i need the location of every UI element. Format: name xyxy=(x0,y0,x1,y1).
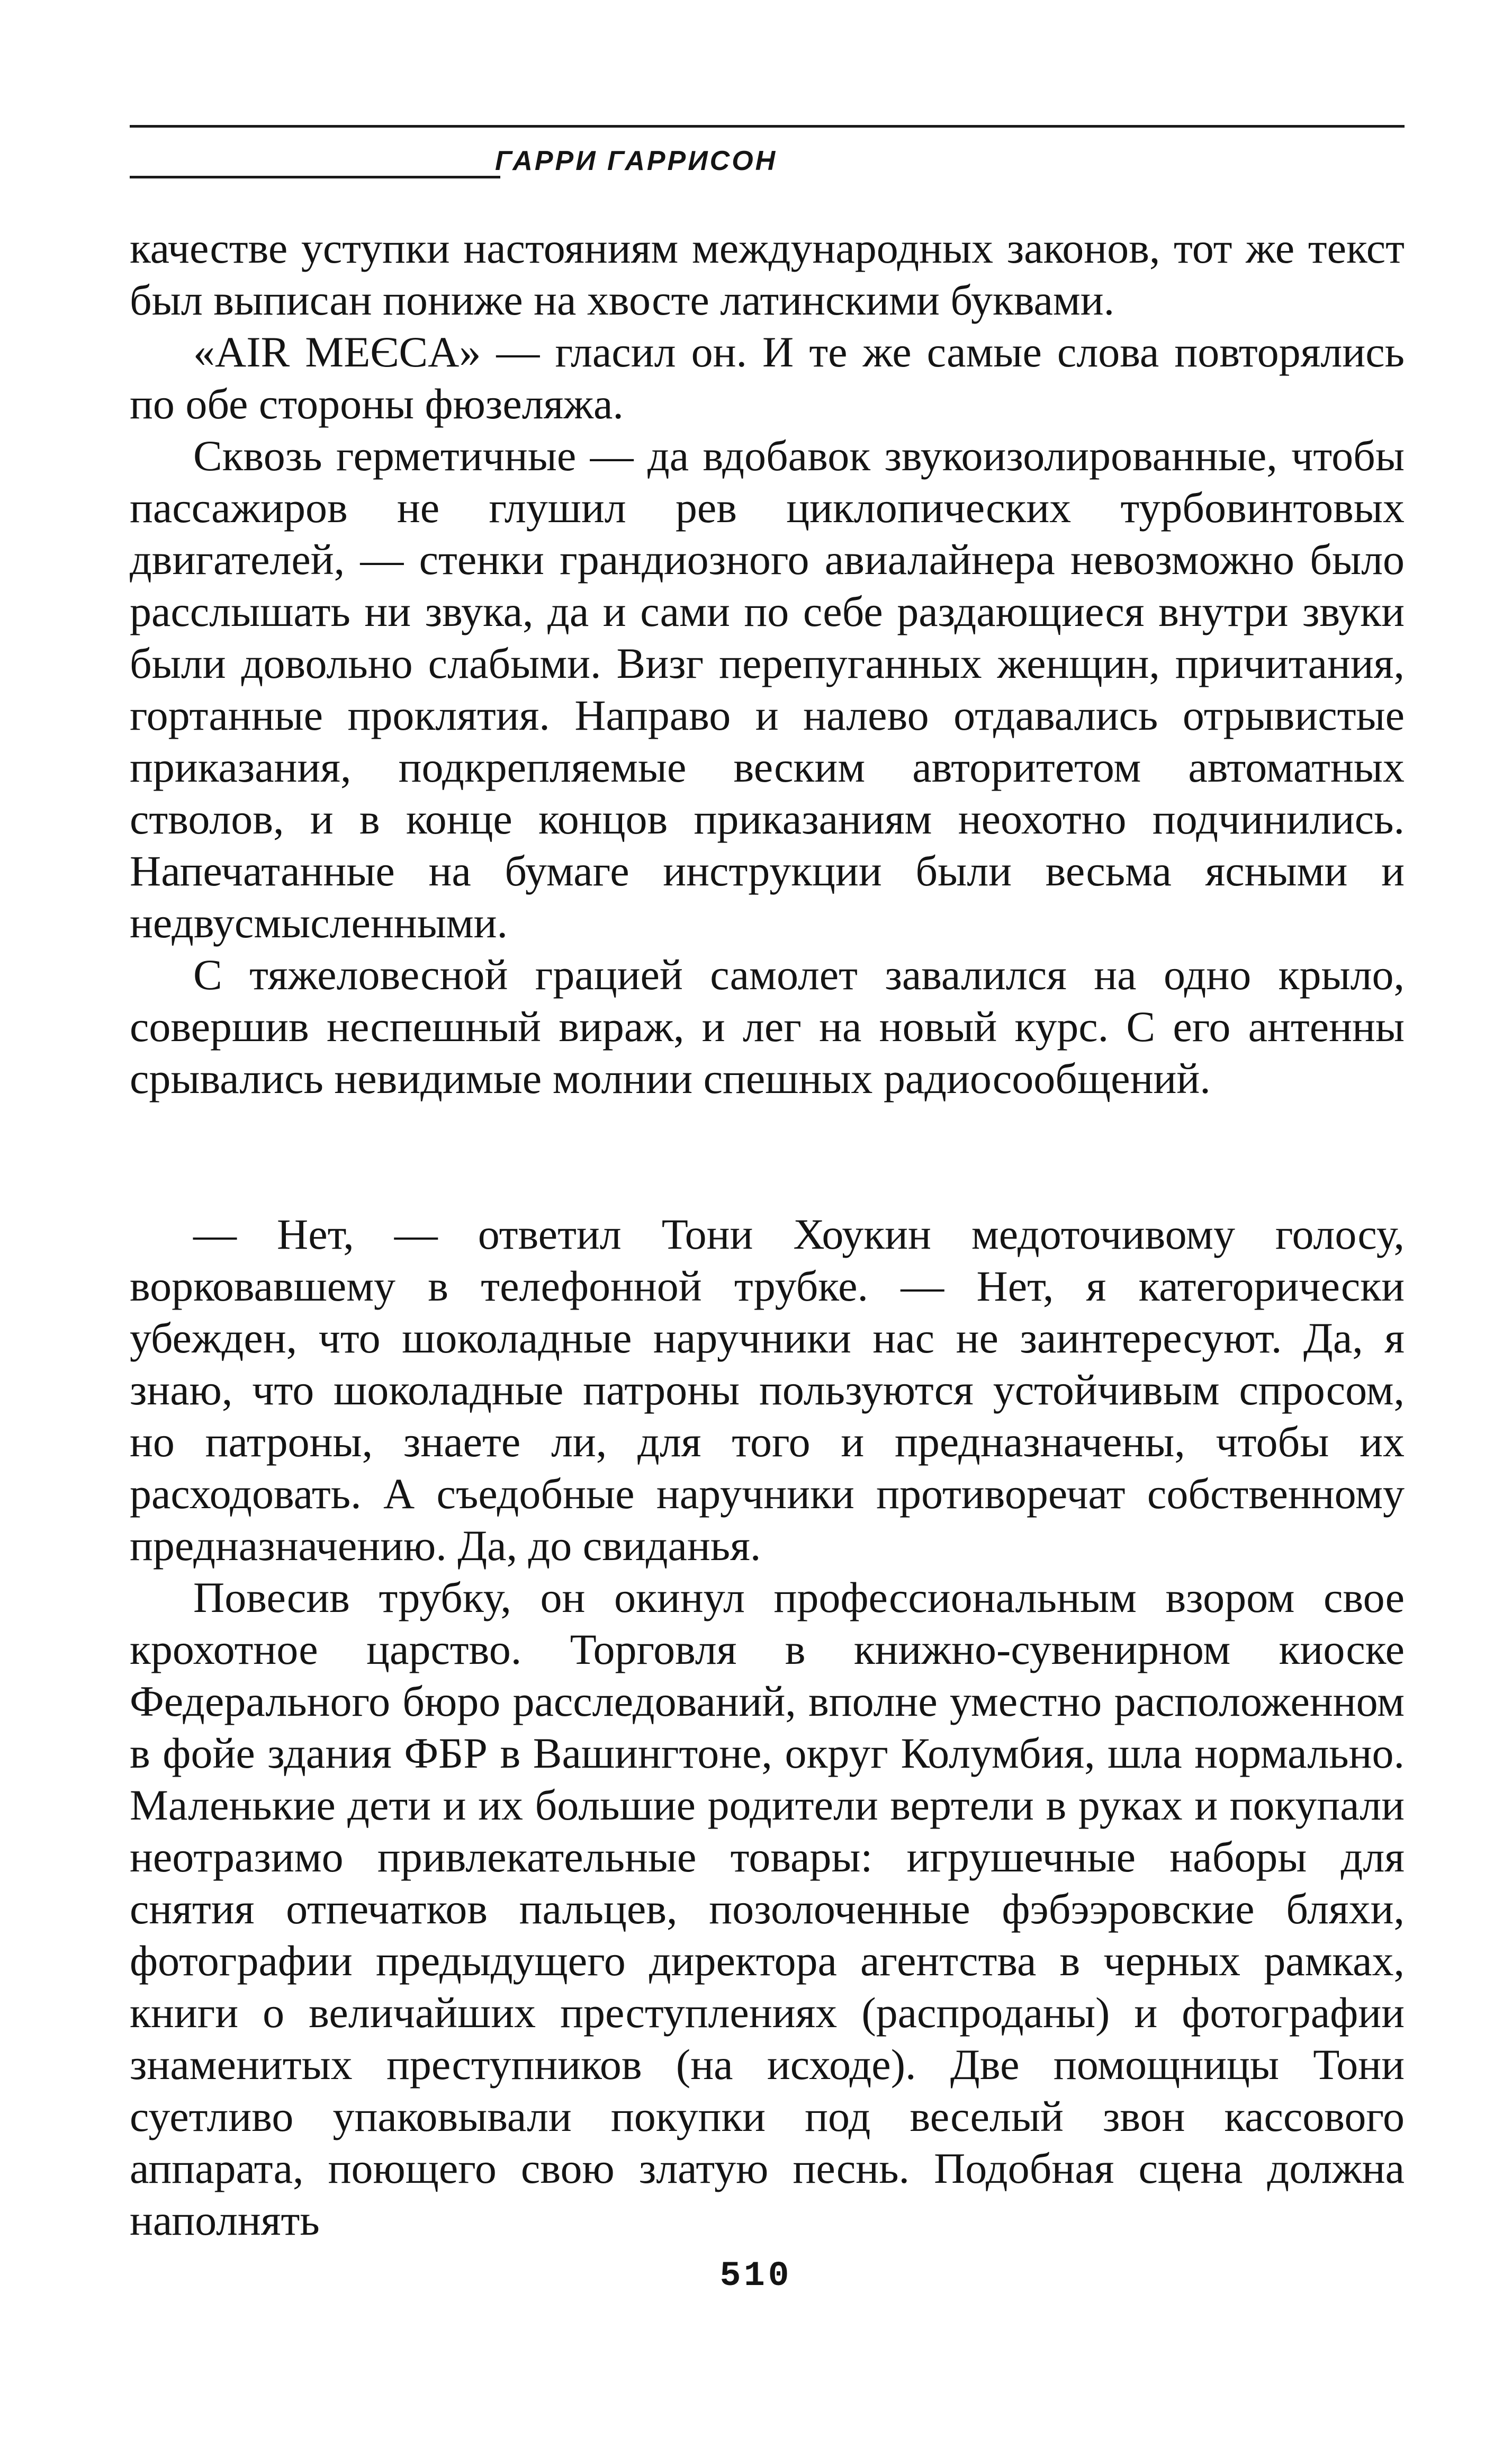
paragraph: «AIR MEЄCA» — гласил он. И те же самые слова повторялись по обе стороны фюзеляжа. xyxy=(130,328,1405,428)
paragraph: Сквозь герметичные — да вдобавок звукоизолированные, чтобы пассажиров не глушил рев циклопических турбовинтовых двигателей, — стенки грандиозного авиалайнера невозможно было расслышать ни звука, да и сами по себе раздающиеся внутри звуки были довольно слабыми. Визг перепуганных женщин, причитания, гортанные проклятия. Направо и налево отдавались отрывистые приказания, подкрепляемые веским авторитетом автоматных стволов, и в конце концов приказаниям неохотно подчинились. Напечатанные на бумаге инструкции были весьма ясными и недвусмысленными. xyxy=(130,432,1405,947)
running-head-author: ГАРРИ ГАРРИСОН xyxy=(495,146,778,176)
body-text xyxy=(130,222,1405,2246)
section-break xyxy=(130,1105,1405,1208)
paragraph: С тяжеловесной грацией самолет завалился на одно крыло, совершив неспешный вираж, и лег на новый курс. С его антенны срывались невидимые молнии спешных радиосообщений. xyxy=(130,951,1405,1103)
paragraph: Повесив трубку, он окинул профессиональным взором свое крохотное царство. Торговля в книжно-сувенирном киоске Федерального бюро расследований, вполне уместно расположенном в фойе здания ФБР в Вашингтоне, округ Колумбия, шла нормально. Маленькие дети и их большие родители вертели в руках и покупали неотразимо привлекательные товары: игрушечные наборы для снятия отпечатков пальцев, позолоченные фэбээровские бляхи, фотографии предыдущего директора агентства в черных рамках, книги о величайших преступлениях (распроданы) и фотографии знаменитых преступников (на исходе). Две помощницы Тони суетливо упаковывали покупки под веселый звон кассового аппарата, поющего свою златую песнь. Подобная сцена должна наполнять xyxy=(130,1573,1405,2244)
paragraph: качестве уступки настояниям международных законов, тот же текст был выписан пониже на хвосте латинскими буквами. xyxy=(130,224,1405,324)
paragraph: — Нет, — ответил Тони Хоукин медоточивому голосу, ворковавшему в телефонной трубке. — Нет, я категорически убежден, что шоколадные наручники нас не заинтересуют. Да, я знаю, что шоколадные патроны пользуются устойчивым спросом, но патроны, знаете ли, для того и предназначены, чтобы их расходовать. А съедобные наручники противоречат собственному предназначению. Да, до свиданья. xyxy=(130,1210,1405,1570)
page-number: 510 xyxy=(719,2256,793,2296)
header-rule-top xyxy=(130,125,1405,128)
header-rule-left xyxy=(130,176,500,178)
